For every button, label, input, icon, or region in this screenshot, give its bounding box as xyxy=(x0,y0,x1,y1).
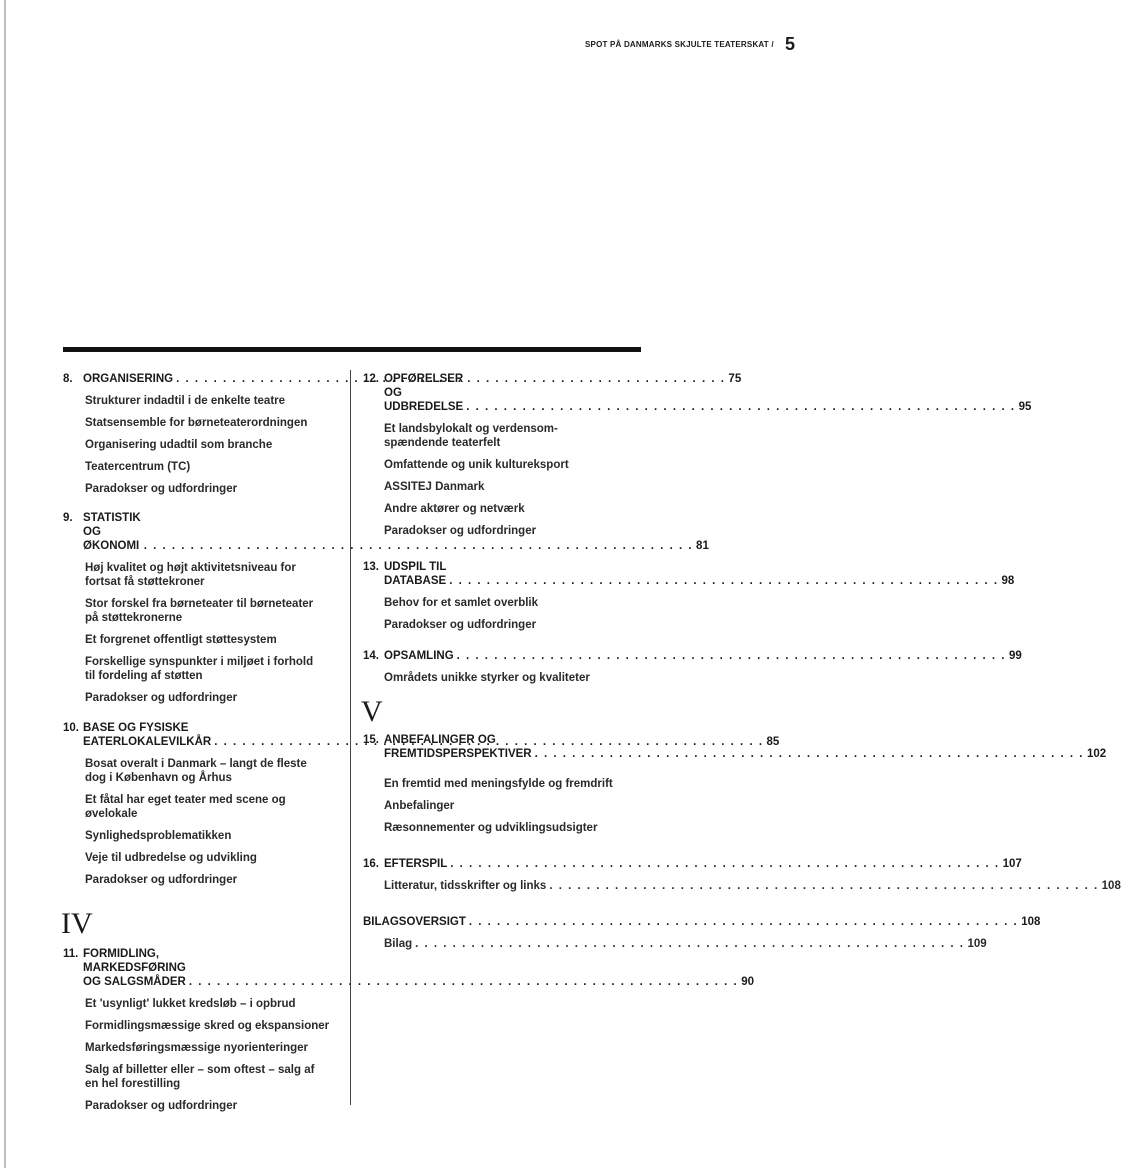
section-page: 107 xyxy=(1002,858,1022,870)
subsection-item[interactable]: Statsensemble for børneteaterordningen xyxy=(85,417,308,429)
section-page: 90 xyxy=(741,976,754,988)
subsection-item[interactable]: Et forgrenet offentligt støttesystem xyxy=(85,634,277,646)
section-page: 85 xyxy=(766,736,780,748)
subsection-item[interactable]: Strukturer indadtil i de enkelte teatre xyxy=(85,395,286,407)
subsection-list xyxy=(363,937,987,951)
subsection-item[interactable]: Synlighedsproblematikken xyxy=(85,830,232,842)
toc-section-13 xyxy=(363,560,1015,632)
subsection-item[interactable]: Ræsonnementer og udviklingsudsigter xyxy=(384,822,598,834)
section-title: ANBEFALINGER OG FREMTIDSPERSPEKTIVER xyxy=(384,734,532,760)
subsection-list xyxy=(363,596,639,632)
top-rule xyxy=(63,347,641,352)
subsection-page: 108 xyxy=(1101,880,1121,892)
section-page: 99 xyxy=(1008,650,1022,662)
section-title: UDSPIL TIL DATABASE xyxy=(384,561,447,587)
section-title: FORMIDLING, MARKEDSFØRING OG SALGSMÅDER xyxy=(83,948,186,988)
section-title: STATISTIK OG ØKONOMI xyxy=(83,512,141,552)
section-number: 11. xyxy=(63,948,79,960)
toc-entry[interactable] xyxy=(363,649,1022,663)
subsection-list xyxy=(63,394,339,496)
subsection-item[interactable]: Et fåtal har eget teater med scene og øvelokale xyxy=(85,794,286,820)
subsection-item[interactable]: Teatercentrum (TC) xyxy=(85,461,191,473)
subsection-list xyxy=(63,997,339,1113)
part-numeral-v: V xyxy=(361,695,383,728)
toc-section-14 xyxy=(363,649,1022,685)
subsection-item[interactable]: En fremtid med meningsfylde og fremdrift xyxy=(384,778,613,790)
section-number: 8. xyxy=(63,373,73,385)
toc-entry[interactable] xyxy=(363,857,1022,871)
subsection-item[interactable]: Paradokser og udfordringer xyxy=(85,692,238,704)
scan-edge xyxy=(4,0,6,1168)
subsection-item[interactable] xyxy=(384,937,987,951)
subsection-item[interactable] xyxy=(384,879,1121,893)
subsection-item[interactable]: ASSITEJ Danmark xyxy=(384,481,485,493)
dot-leader xyxy=(189,975,738,989)
subsection-item[interactable]: Forskellige synspunkter i miljøet i forhold til fordeling af støtten xyxy=(85,656,314,682)
subsection-item[interactable]: Paradokser og udfordringer xyxy=(384,619,537,631)
subsection-item[interactable]: Veje til udbredelse og udvikling xyxy=(85,852,257,864)
subsection-item[interactable]: Salg af billetter eller – som oftest – salg af en hel forestilling xyxy=(85,1064,315,1090)
subsection-list xyxy=(363,879,1121,893)
section-title: BILAGSOVERSIGT xyxy=(363,916,466,928)
dot-leader xyxy=(469,915,1018,929)
subsection-item[interactable]: Andre aktører og netværk xyxy=(384,503,525,515)
section-number: 14. xyxy=(363,650,379,662)
part-numeral-iv: IV xyxy=(61,907,93,940)
subsection-item[interactable]: Et 'usynligt' lukket kredsløb – i opbrud xyxy=(85,998,296,1010)
section-title: BASE OG FYSISKE EATERLOKALEVILKÅR xyxy=(83,722,212,748)
dot-leader xyxy=(535,747,1084,761)
subsection-item[interactable]: Paradokser og udfordringer xyxy=(85,874,238,886)
section-title: OPSAMLING xyxy=(384,650,454,662)
subsection-page: 109 xyxy=(967,938,987,950)
toc-section-11 xyxy=(63,947,754,1113)
subsection-item[interactable]: Bosat overalt i Danmark – langt de fleste dog i København og Århus xyxy=(85,758,307,784)
subsection-list xyxy=(63,757,339,887)
toc-entry[interactable] xyxy=(63,947,754,989)
subsection-item[interactable]: Paradokser og udfordringer xyxy=(85,1100,238,1112)
section-page: 98 xyxy=(1001,575,1015,587)
subsection-title: Litteratur, tidsskrifter og links xyxy=(384,880,547,892)
subsection-item[interactable]: Høj kvalitet og højt aktivitetsniveau for fortsat få støttekroner xyxy=(85,562,296,588)
section-number: 12. xyxy=(363,373,379,385)
dot-leader xyxy=(450,857,999,871)
dot-leader xyxy=(457,649,1006,663)
subsection-list xyxy=(63,561,339,705)
section-title: OPFØRELSER OG UDBREDELSE xyxy=(384,373,464,413)
subsection-item[interactable]: Et landsbylokalt og verdensom- spændende teaterfelt xyxy=(384,423,558,449)
toc-entry[interactable] xyxy=(363,560,1015,588)
toc-section-16 xyxy=(363,857,1121,893)
subsection-title: Bilag xyxy=(384,938,413,950)
running-head: SPOT PÅ DANMARKS SKJULTE TEATERSKAT / xyxy=(585,40,774,49)
section-number: 13. xyxy=(363,561,379,573)
dot-leader xyxy=(415,937,964,951)
section-page: 108 xyxy=(1021,916,1041,928)
subsection-item[interactable]: Behov for et samlet overblik xyxy=(384,597,539,609)
section-number: 16. xyxy=(363,858,379,870)
subsection-item[interactable]: Områdets unikke styrker og kvaliteter xyxy=(384,672,590,684)
section-title: ORGANISERING xyxy=(83,373,174,385)
subsection-item[interactable]: Omfattende og unik kultureksport xyxy=(384,459,569,471)
dot-leader xyxy=(549,879,1098,893)
section-title: EFTERSPIL xyxy=(384,858,448,870)
subsection-list xyxy=(363,671,639,685)
section-number: 9. xyxy=(63,512,73,524)
section-page: 75 xyxy=(728,373,742,385)
section-number: 10. xyxy=(63,722,79,734)
dot-leader xyxy=(466,400,1015,414)
subsection-item[interactable]: Paradokser og udfordringer xyxy=(85,483,238,495)
section-number: 15. xyxy=(363,734,379,746)
toc-entry[interactable] xyxy=(363,915,1041,929)
section-page: 81 xyxy=(696,540,709,552)
subsection-item[interactable]: Organisering udadtil som branche xyxy=(85,439,273,451)
section-page: 102 xyxy=(1086,748,1107,760)
toc-section-bilag xyxy=(363,915,1041,951)
subsection-list xyxy=(363,777,639,835)
subsection-item[interactable]: Stor forskel fra børneteater til børneteater på støttekronerne xyxy=(85,598,314,624)
subsection-item[interactable]: Paradokser og udfordringer xyxy=(384,525,537,537)
dot-leader xyxy=(449,574,998,588)
subsection-item[interactable]: Markedsføringsmæssige nyorienteringer xyxy=(85,1042,309,1054)
subsection-item[interactable]: Anbefalinger xyxy=(384,800,455,812)
subsection-list xyxy=(363,422,639,538)
section-page: 95 xyxy=(1018,401,1032,413)
page-number: 5 xyxy=(785,34,796,54)
subsection-item[interactable]: Formidlingsmæssige skred og ekspansioner xyxy=(85,1020,330,1032)
